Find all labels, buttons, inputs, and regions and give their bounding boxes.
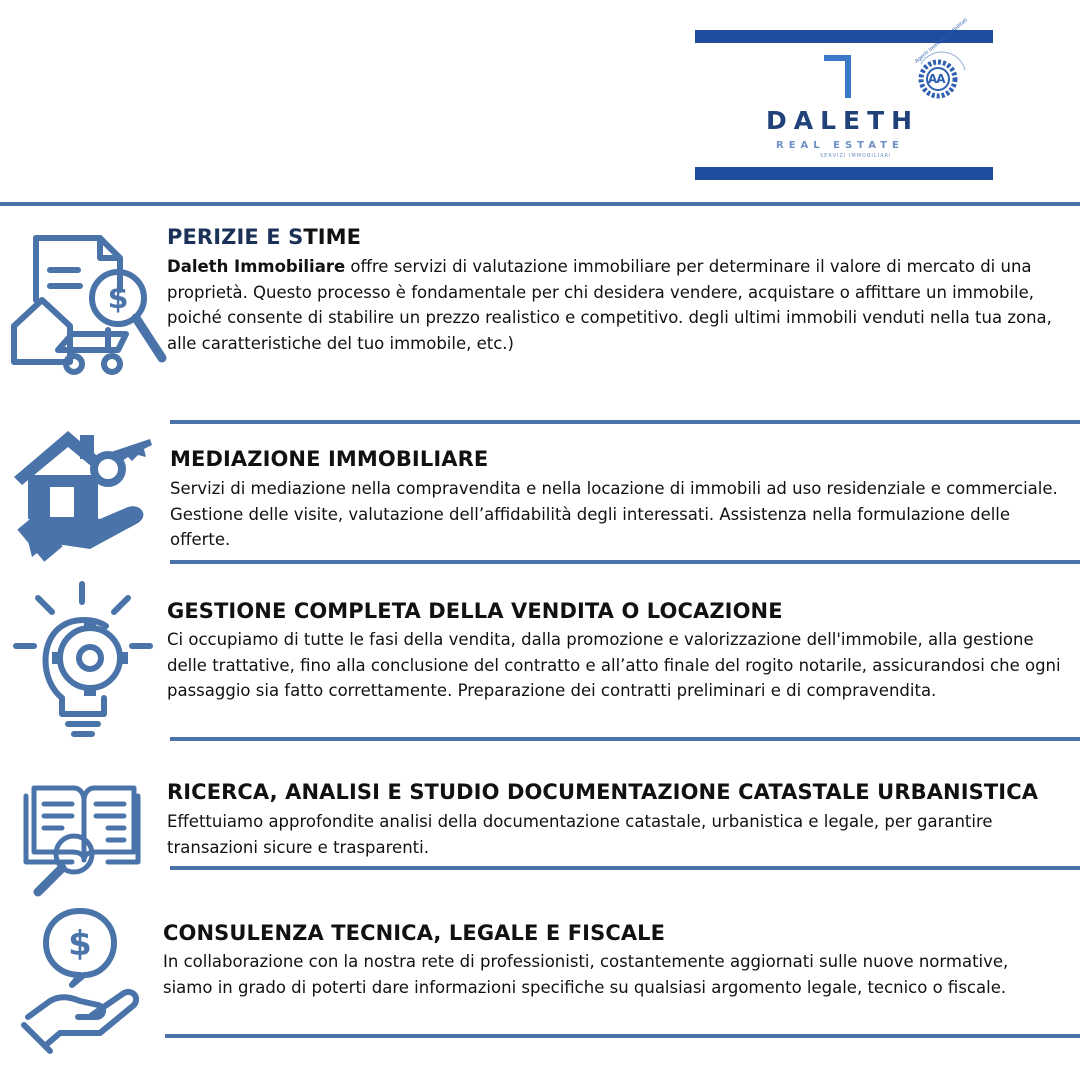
divider-1 xyxy=(170,420,1080,424)
divider-3 xyxy=(170,737,1080,741)
section-1-title-part1: PERIZIE E S xyxy=(167,225,304,249)
lightbulb-gear-icon xyxy=(10,580,160,740)
section-5-body: In collaborazione con la nostra rete di professionisti, costantemente aggiornati sulle nuove normative, siamo in grado di poterti dare informazioni specifiche su qualsiasi argomento legale, tecnico o fiscale. xyxy=(163,952,1009,997)
logo-tagline: SERVIZI IMMOBILIARI xyxy=(820,153,892,159)
section-4-title: RICERCA, ANALISI E STUDIO DOCUMENTAZIONE CATASTALE URBANISTICA xyxy=(167,780,1039,804)
section-1-body xyxy=(167,254,1062,356)
logo-subtitle: REAL ESTATE xyxy=(776,140,904,151)
svg-text:$: $ xyxy=(107,281,129,316)
section-1-text: offre servizi di valutazione immobiliare per determinare il valore di mercato di una proprietà. Questo processo è fondamentale per chi desidera vendere, acquistare o affittare un immobile, poiché consente di stabilire un prezzo realistico e competitivo. degli ultimi immobili venduti nella tua zona, alle caratteristiche del tuo immobile, etc.) xyxy=(167,257,1052,353)
section-2-title: MEDIAZIONE IMMOBILIARE xyxy=(170,447,489,471)
section-3-body: Ci occupiamo di tutte le fasi della vendita, dalla promozione e valorizzazione dell'immobile, alla gestione delle trattative, fino alla conclusione del contratto e all’atto finale del rogito notarile, assicurandosi che ogni passaggio sia fatto correttamente. Preparazione dei contratti preliminari e di compravendita. xyxy=(167,630,1061,701)
seal-letters: AA xyxy=(928,72,945,86)
section-1-title-part2: TIME xyxy=(303,225,362,249)
svg-text:$: $ xyxy=(68,924,92,964)
house-key-hand-icon xyxy=(10,425,155,565)
section-3-title: GESTIONE COMPLETA DELLA VENDITA O LOCAZIONE xyxy=(167,599,783,623)
divider-5 xyxy=(165,1034,1080,1038)
section-1-bold-lead: Daleth Immobiliare xyxy=(167,257,346,276)
section-4-body: Effettuiamo approfondite analisi della documentazione catastale, urbanistica e legale, per garantire transazioni sicure e trasparenti. xyxy=(167,812,993,857)
divider-4 xyxy=(170,866,1080,870)
hand-dollar-icon xyxy=(20,905,145,1055)
book-magnifier-icon xyxy=(22,780,142,900)
section-5-title: CONSULENZA TECNICA, LEGALE E FISCALE xyxy=(163,921,666,945)
section-2-body: Servizi di mediazione nella compravendita e nella locazione di immobili ad uso residenziale e commerciale. Gestione delle visite, valutazione dell’affidabilità degli interessati. Assistenza nella formulazione delle offerte. xyxy=(170,479,1058,550)
logo-wordmark: DALETH xyxy=(766,106,920,135)
section-1-title xyxy=(167,224,361,250)
logo-bottom-bar xyxy=(695,167,993,180)
seal-text: Agenti Immobiliari Abilitati xyxy=(914,17,969,65)
appraisal-icon xyxy=(8,230,168,380)
divider-top xyxy=(0,202,1080,206)
dalet-glyph-icon xyxy=(822,54,852,100)
divider-2 xyxy=(170,560,1080,564)
